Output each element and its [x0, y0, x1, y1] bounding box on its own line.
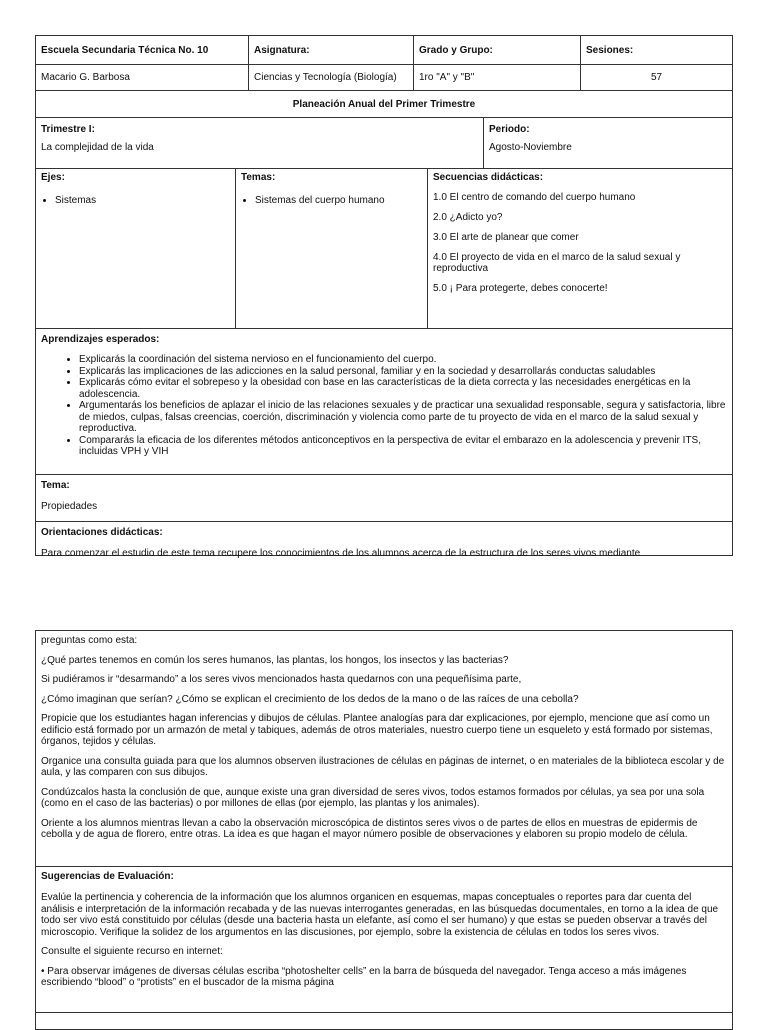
temas-item: • Sistemas del cuerpo humano [255, 195, 422, 206]
orientaciones-intro: Para comenzar el estudio de este tema recupere los conocimientos de los alumnos acerca de la estructura de los seres vivos mediante [41, 548, 641, 559]
orientaciones-row [36, 522, 732, 564]
secuencia-item: 4.0 El proyecto de vida en el marco de la salud sexual y reproductiva [433, 252, 681, 274]
aprendizajes-cell [36, 329, 732, 474]
secuencia-item: 2.0 ¿Adicto yo? [433, 212, 503, 223]
aprendizaje-item: • Explicarás cómo evitar el sobrepeso y la obesidad con base en las características de la dieta correcta y las necesidades energéticas en la adolescencia. [79, 377, 727, 400]
sugerencias-paragraph: Evalúe la pertinencia y coherencia de la información que los alumnos organicen en esquemas, mapas conceptuales o reportes para dar cuenta del análisis e interpretación de la información recabada y de las nuevas interrogantes generadas, en las búsquedas documentales, en torno a la idea de que todo ser vivo está constituido por células (desde una bacteria hasta un elefante, así como el ser humano) y que estas se pueden observar a través del microscopio. Verifique la solidez de los argumentos en las discusiones, por ejemplo, sobre la existencia de células en todos los seres vivos. [41, 892, 719, 938]
period-cell [484, 118, 732, 168]
subject-label: Asignatura: [249, 36, 414, 64]
plan-title: Planeación Anual del Primer Trimestre [36, 91, 732, 118]
orientaciones-paragraph: Condúzcalos hasta la conclusión de que, aunque existe una gran diversidad de seres vivos, todos estamos formados por células, ya sea por una sola (como en el caso de las bacterias) o por millones de ellas (por ejemplo, las plantas y los animales). [41, 786, 705, 809]
orientaciones-paragraph: Oriente a los alumnos mientras llevan a cabo la observación microscópica de distintos seres vivos o de partes de ellos en muestras de epidermis de cebolla y de agua de florero, entre otras. La idea es que hagan el mayor número posible de observaciones y elaboren su propio modelo de célula. [41, 817, 698, 840]
ejes-item: • Sistemas [55, 195, 230, 206]
period-label: Periodo: [489, 124, 530, 135]
grade-label: Grado y Grupo: [414, 36, 581, 64]
aprendizajes-row [36, 329, 732, 475]
header-labels-row [36, 36, 732, 65]
orientaciones-paragraph: Si pudiéramos ir “desarmando” a los seres vivos mencionados hasta quedarnos con una pequeñísima parte, [41, 674, 522, 685]
secuencias-label: Secuencias didácticas: [433, 172, 544, 183]
trimester-row [36, 118, 732, 169]
orientaciones-paragraph: Propicie que los estudiantes hagan inferencias y dibujos de células. Plantee analogías para dar explicaciones, por ejemplo, mencione que así como un edificio está formado por un armazón de metal y tabiques, además de otros materiales, nuestro cuerpo tiene un esqueleto y está formado por sistemas, órganos, tejidos y células. [41, 713, 713, 747]
aprendizaje-item: • Compararás la eficacia de los diferentes métodos anticonceptivos en la perspectiva de evitar el embarazo en la adolescencia y prevenir ITS, incluidas VPH y VIH [79, 435, 727, 458]
orientaciones-paragraph: preguntas como esta: [41, 635, 138, 646]
subject-value: Ciencias y Tecnología (Biología) [249, 65, 414, 90]
secuencias-cell [428, 169, 732, 328]
aprendizaje-item: • Explicarás la coordinación del sistema nervioso en el funcionamiento del cuerpo. [79, 354, 727, 366]
orientaciones-cell [41, 527, 727, 559]
trimester-label: Trimestre I: [41, 124, 95, 135]
tema-row [36, 475, 732, 522]
secuencia-item: 5.0 ¡ Para protegerte, debes conocerte! [433, 283, 608, 294]
orientaciones-continued [36, 631, 732, 867]
ejes-cell [36, 169, 236, 328]
sugerencias-cell [36, 867, 732, 1013]
grade-value: 1ro "A" y "B" [414, 65, 581, 90]
aprendizaje-item: • Argumentarás los beneficios de aplazar el inicio de las relaciones sexuales y de practicar una sexualidad responsable, segura y satisfactoria, libre de miedos, culpas, falsas creencias, coerción, discriminación y violencia como parte de tu proyecto de vida en el marco de la salud sexual y reproductiva. [79, 400, 727, 435]
school-label: Escuela Secundaria Técnica No. 10 [36, 36, 249, 64]
temas-label: Temas: [241, 172, 276, 183]
sugerencias-paragraph: Consulte el siguiente recurso en internet: [41, 946, 223, 957]
trimester-cell [36, 118, 484, 168]
tema-label: Tema: [41, 480, 70, 491]
planning-table-page-1 [35, 35, 733, 559]
ejes-temas-row [36, 169, 732, 329]
period-value: Agosto-Noviembre [489, 142, 572, 153]
sugerencias-paragraph: • Para observar imágenes de diversas células escriba “photoshelter cells” en la barra de búsqueda del navegador. Tenga acceso a más imágenes escribiendo “blood” o “protists” en el buscador de la misma página [41, 965, 687, 988]
secuencia-item: 3.0 El arte de planear que comer [433, 232, 579, 243]
orientaciones-paragraph: ¿Qué partes tenemos en común los seres humanos, las plantas, los hongos, los insectos y las bacterias? [41, 654, 509, 666]
aprendizaje-item: • Explicarás las implicaciones de las adicciones en la salud personal, familiar y en la sociedad y desarrollarás conductas saludables [79, 366, 727, 378]
planning-table-page-2 [35, 630, 733, 1030]
orientaciones-label: Orientaciones didácticas: [41, 527, 163, 538]
sessions-value: 57 [650, 72, 663, 83]
trimester-value: La complejidad de la vida [41, 142, 154, 153]
aprendizajes-label: Aprendizajes esperados: [41, 334, 160, 345]
teacher-name: Macario G. Barbosa [36, 65, 249, 90]
orientaciones-paragraph: ¿Cómo imaginan que serían? ¿Cómo se explican el crecimiento de los dedos de la mano o de las raíces de una cebolla? [41, 693, 579, 705]
sugerencias-label: Sugerencias de Evaluación: [41, 871, 174, 882]
tema-value: Propiedades [41, 501, 98, 512]
tema-cell [36, 475, 732, 521]
header-values-row [36, 65, 732, 91]
orientaciones-paragraph: Organice una consulta guiada para que los alumnos observen ilustraciones de células en páginas de internet, o en materiales de la biblioteca escolar y de aula, y las comparen con sus dibujos. [41, 755, 725, 778]
secuencia-item: 1.0 El centro de comando del cuerpo humano [433, 192, 636, 203]
temas-cell [236, 169, 428, 328]
sessions-label: Sesiones: [586, 44, 634, 56]
ejes-label: Ejes: [41, 172, 65, 183]
